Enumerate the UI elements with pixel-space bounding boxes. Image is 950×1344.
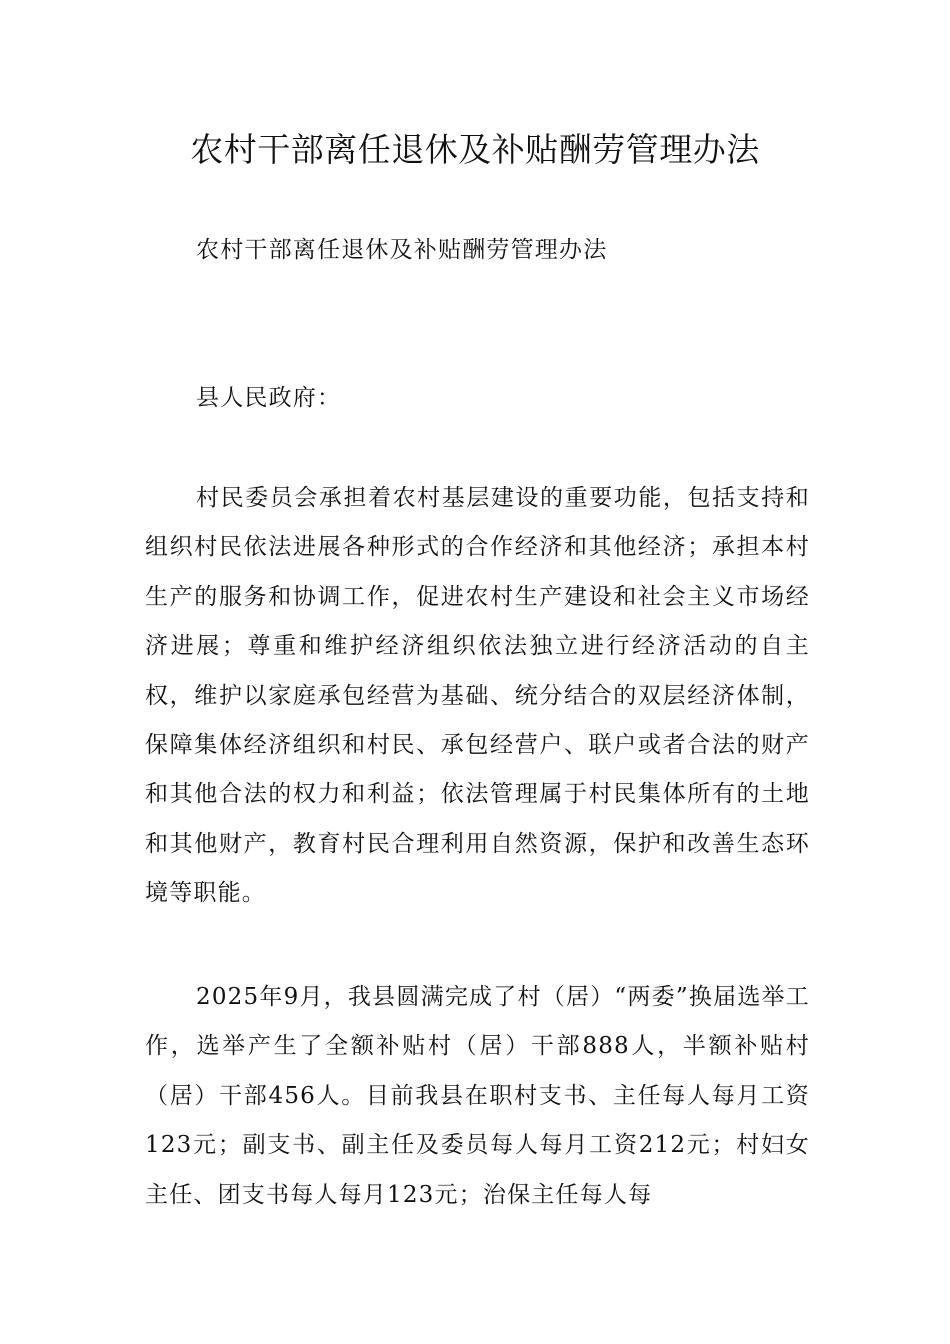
document-title: 农村干部离任退休及补贴酬劳管理办法 [190,130,760,169]
paragraph-election: 2025年9月，我县圆满完成了村（居）“两委”换届选举工作，选举产生了全额补贴村（居）干部888人，半额补贴村（居）干部456人。目前我县在职村支书、主任每人每月工资123元；副支书、副主任及委员每人每月工资212元；村妇女主任、团支书每人每月123元；治保主任每人每 [145,984,810,1208]
paragraph-duties: 村民委员会承担着农村基层建设的重要功能，包括支持和组织村民依法进展各种形式的合作经济和其他经济；承担本村生产的服务和协调工作，促进农村生产建设和社会主义市场经济进展；尊重和维护经济组织依法独立进行经济活动的自主权，维护以家庭承包经营为基础、统分结合的双层经济体制，保障集体经济组织和村民、承包经营户、联户或者合法的财产和其他合法的权力和利益；依法管理属于村民集体所有的土地和其他财产，教育村民合理利用自然资源，保护和改善生态环境等职能。 [145,485,810,907]
salutation: 县人民政府： [196,385,342,411]
document-subtitle: 农村干部离任退休及补贴酬劳管理办法 [196,237,608,263]
